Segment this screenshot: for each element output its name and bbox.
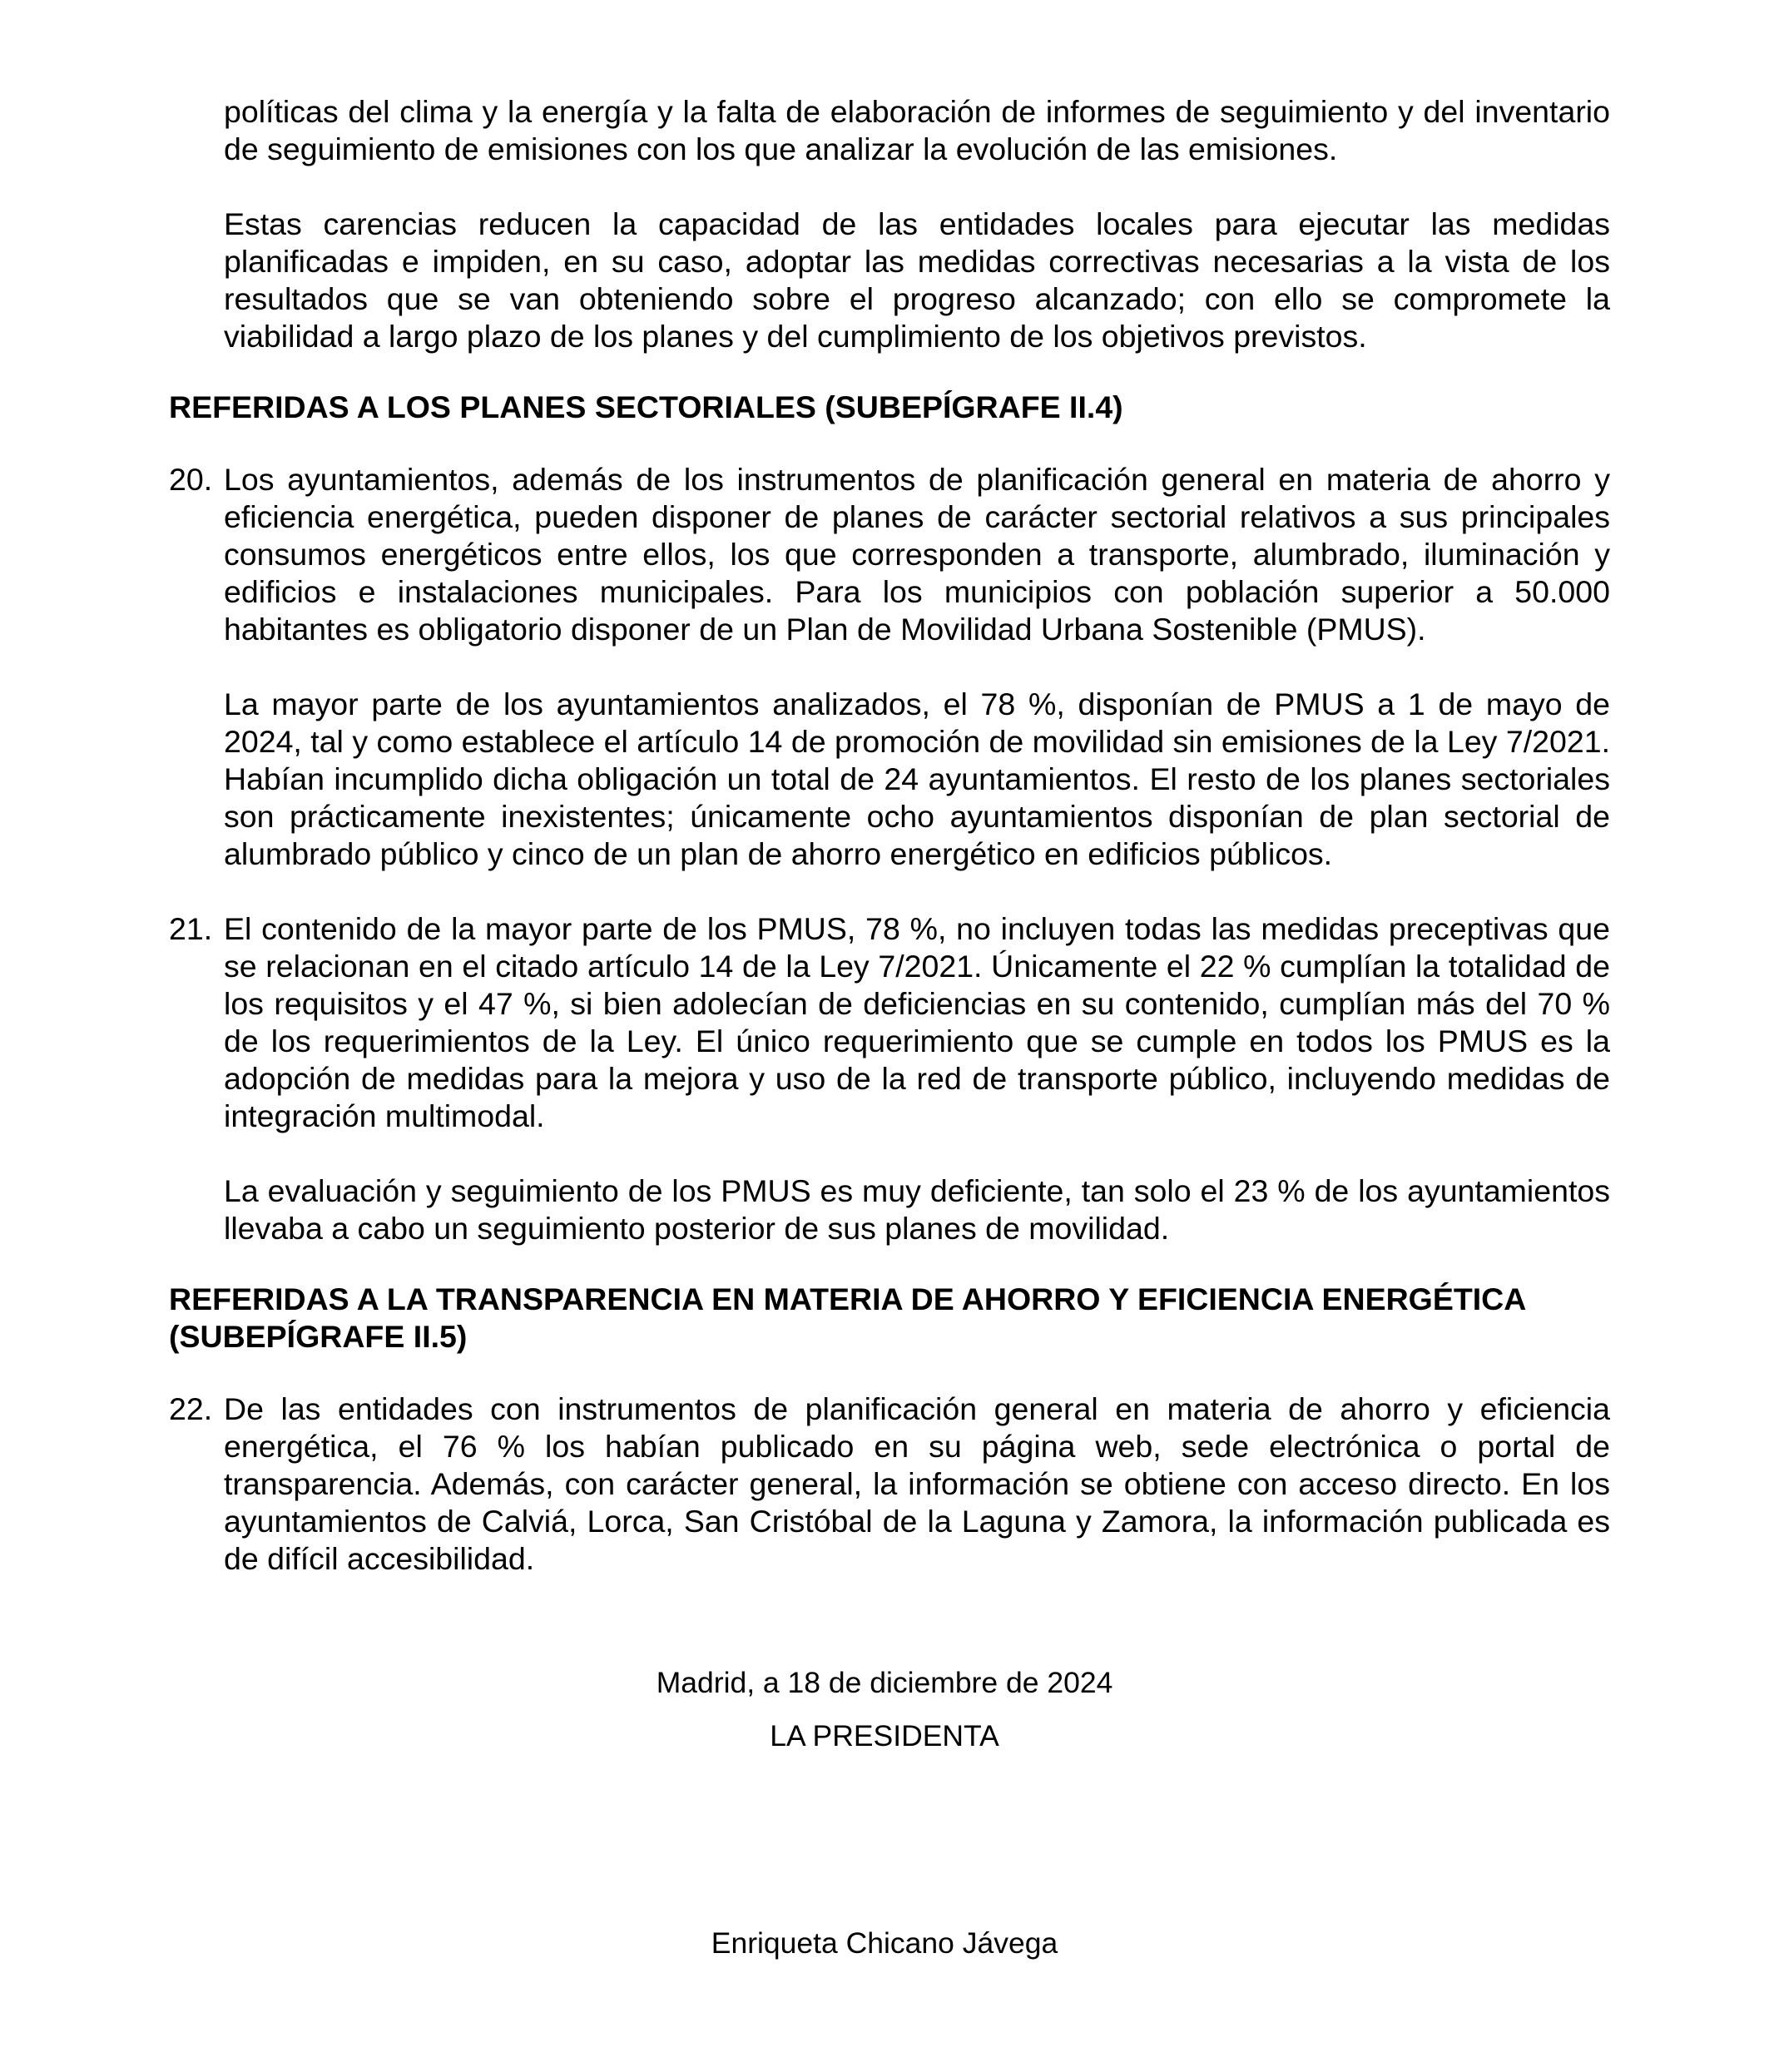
item-21-continuation: La evaluación y seguimiento de los PMUS es muy deficiente, tan solo el 23 % de los ayuntamientos llevaba a cabo un seguimiento posterior de sus planes de movilidad. — [224, 1173, 1610, 1246]
item-text: El contenido de la mayor parte de los PMUS, 78 %, no incluyen todas las medidas preceptivas que se relacionan en el citado artículo 14 de la Ley 7/2021. Únicamente el 22 % cumplían la totalidad de los requisitos y el 47 %, si bien adolecían de deficiencias en su contenido, cumplían más del 70 % de los requerimientos de la Ley. El único requerimiento que se cumple en todos los PMUS es la adopción de medidas para la mejora y uso de la red de transporte público, incluyendo medidas de integración multimodal. — [224, 911, 1610, 1133]
item-number: 22. — [169, 1391, 213, 1426]
numbered-item-20 — [169, 461, 1610, 648]
item-text: Los ayuntamientos, además de los instrumentos de planificación general en materia de ahorro y eficiencia energética, pueden disponer de planes de carácter sectorial relativos a sus principales consumos energéticos entre ellos, los que corresponden a transporte, alumbrado, iluminación y edificios e instalaciones municipales. Para los municipios con población superior a 50.000 habitantes es obligatorio disponer de un Plan de Movilidad Urbana Sostenible (PMUS). — [224, 462, 1610, 647]
item-text: De las entidades con instrumentos de planificación general en materia de ahorro y eficiencia energética, el 76 % los habían publicado en su página web, sede electrónica o portal de transparencia. Además, con carácter general, la información se obtiene con acceso directo. En los ayuntamientos de Calviá, Lorca, San Cristóbal de la Laguna y Zamora, la información publicada es de difícil accesibilidad. — [224, 1391, 1610, 1576]
signatory-name: Enriqueta Chicano Jávega — [711, 1926, 1058, 1960]
closing-role: LA PRESIDENTA — [770, 1719, 999, 1752]
section-heading-transparencia: REFERIDAS A LA TRANSPARENCIA EN MATERIA DE AHORRO Y EFICIENCIA ENERGÉTICA (SUBEPÍGRAFE II.5) — [169, 1281, 1525, 1354]
item-20-continuation: La mayor parte de los ayuntamientos analizados, el 78 %, disponían de PMUS a 1 de mayo de 2024, tal y como establece el artículo 14 de promoción de movilidad sin emisiones de la Ley 7/2021. Habían incumplido dicha obligación un total de 24 ayuntamientos. El resto de los planes sectoriales son prácticamente inexistentes; únicamente ocho ayuntamientos disponían de plan sectorial de alumbrado público y cinco de un plan de ahorro energético en edificios públicos. — [224, 687, 1610, 871]
numbered-item-21 — [169, 910, 1610, 1135]
intro-paragraph-2: Estas carencias reducen la capacidad de las entidades locales para ejecutar las medidas planificadas e impiden, en su caso, adoptar las medidas correctivas necesarias a la vista de los resultados que se van obteniendo sobre el progreso alcanzado; con ello se compromete la viabilidad a largo plazo de los planes y del cumplimiento de los objetivos previstos. — [224, 206, 1610, 354]
document-body — [169, 93, 1610, 1578]
numbered-item-22 — [169, 1390, 1610, 1578]
closing-place-date: Madrid, a 18 de diciembre de 2024 — [656, 1666, 1113, 1699]
item-number: 21. — [169, 911, 213, 946]
item-number: 20. — [169, 462, 213, 497]
section-heading-planes-sectoriales: REFERIDAS A LOS PLANES SECTORIALES (SUBEPÍGRAFE II.4) — [169, 389, 1123, 424]
intro-paragraph-1: políticas del clima y la energía y la falta de elaboración de informes de seguimiento y del inventario de seguimiento de emisiones con los que analizar la evolución de las emisiones. — [224, 94, 1610, 166]
